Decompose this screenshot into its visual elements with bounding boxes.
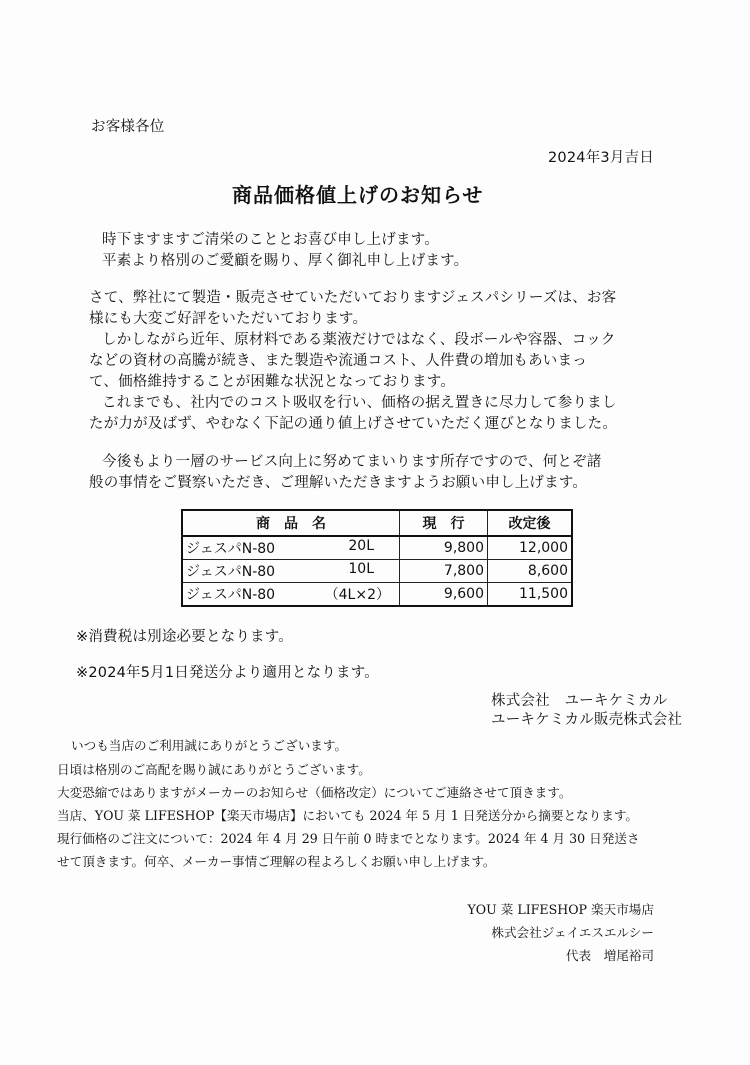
body-line: しかしながら近年、原材料である薬液だけではなく、段ボールや容器、コック <box>102 332 616 348</box>
product-cell <box>182 583 400 607</box>
company-name: ユーキケミカル販売株式会社 <box>491 712 683 728</box>
body-line: などの資材の高騰が続き、また製造や流通コスト、人件費の増加もあいまっ <box>89 353 587 369</box>
current-price: 7,800 <box>400 560 488 583</box>
body-line: て、価格維持することが困難な状況となっております。 <box>89 374 456 390</box>
product-name: ジェスパN-80 <box>186 541 276 557</box>
current-price: 9,600 <box>400 583 488 607</box>
product-size: （4L×2） <box>324 587 390 603</box>
product-name: ジェスパN-80 <box>186 587 276 603</box>
header-product-name: 商 品 名 <box>182 510 400 536</box>
table-row <box>182 560 572 583</box>
revised-price: 11,500 <box>488 583 573 607</box>
letter-title: 商品価格値上げのお知らせ <box>232 183 484 207</box>
shop-notice-line: 現行価格のご注文について：2024 年 4 月 29 日午前 0 時までとなります。2024 年 4 月 30 日発送さ <box>57 831 640 846</box>
header-current: 現 行 <box>400 510 488 536</box>
product-cell <box>182 536 400 560</box>
letter-date: 2024年3月吉日 <box>548 150 654 166</box>
shop-signature-company: 株式会社ジェイエスエルシー <box>491 925 654 940</box>
body-line: 今後もより一層のサービス向上に努めてまいります所存ですので、何とぞ諸 <box>102 454 602 470</box>
header-revised: 改定後 <box>488 510 573 536</box>
table-row <box>182 583 572 607</box>
price-table <box>181 509 573 607</box>
body-line: たが力が及ばず、やむなく下記の通り値上げさせていただく運びとなりました。 <box>89 416 618 432</box>
note-tax: ※消費税は別途必要となります。 <box>76 629 293 645</box>
shop-signature-representative: 代表 増尾裕司 <box>565 948 654 963</box>
product-name: ジェスパN-80 <box>186 564 276 580</box>
note-effective-date: ※2024年5月1日発送分より適用となります。 <box>76 665 379 681</box>
shop-signature-store: YOU 菜 LIFESHOP 楽天市場店 <box>467 902 654 917</box>
body-line: 時下ますますご清栄のこととお喜び申し上げます。 <box>102 232 439 248</box>
shop-notice-line: せて頂きます。何卒、メーカー事情ご理解の程よろしくお願い申し上げます。 <box>57 854 496 869</box>
salutation: お客様各位 <box>91 119 165 135</box>
product-size: 20L <box>348 538 374 554</box>
table-row <box>182 536 572 560</box>
body-line: 般の事情をご賢察いただき、ご理解いただきますようお願い申し上げます。 <box>89 475 588 491</box>
company-name: 株式会社 ユーキケミカル <box>491 693 668 709</box>
product-cell <box>182 560 400 583</box>
table-header-row <box>182 510 572 536</box>
body-line: 平素より格別のご愛顧を賜り、厚く御礼申し上げます。 <box>102 253 469 269</box>
revised-price: 12,000 <box>488 536 573 560</box>
product-cell-content <box>186 584 396 604</box>
current-price: 9,800 <box>400 536 488 560</box>
shop-notice-line: いつも当店のご利用誠にありがとうございます。 <box>71 738 348 753</box>
shop-notice-line: 大変恐縮ではありますがメーカーのお知らせ（価格改定）についてご連絡させて頂きます。 <box>57 785 572 800</box>
shop-notice-line: 日頃は格別のご高配を賜り誠にありがとうございます。 <box>57 762 371 777</box>
body-line: 様にも大変ご好評をいただいております。 <box>89 311 368 327</box>
shop-notice-line: 当店、YOU 菜 LIFESHOP【楽天市場店】においても 2024 年 5 月 1 日発送分から摘要となります。 <box>57 808 639 823</box>
revised-price: 8,600 <box>488 560 573 583</box>
product-cell-content <box>186 538 396 558</box>
product-size: 10L <box>348 561 374 577</box>
body-line: これまでも、社内でのコスト吸収を行い、価格の据え置きに尽力して参りまし <box>102 395 617 411</box>
body-line: さて、弊社にて製造・販売させていただいておりますジェスパシリーズは、お客 <box>89 290 617 306</box>
product-cell-content <box>186 561 396 581</box>
